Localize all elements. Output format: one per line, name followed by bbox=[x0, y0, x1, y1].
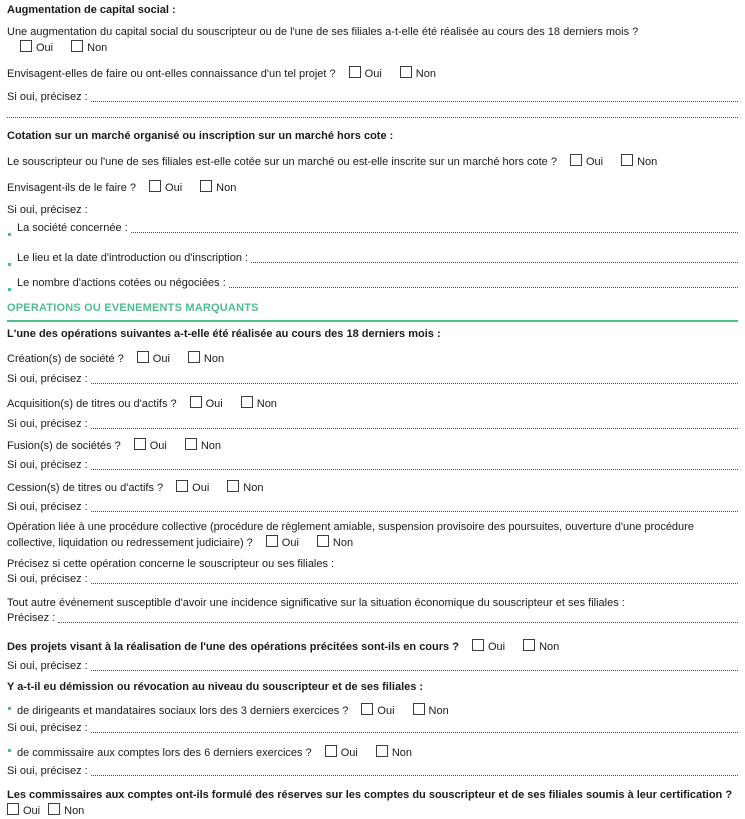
dotted-line bbox=[91, 774, 738, 776]
non-label: Non bbox=[200, 440, 222, 452]
non-checkbox[interactable] bbox=[413, 703, 425, 715]
oui-label: Oui bbox=[340, 747, 358, 759]
non-checkbox[interactable] bbox=[185, 438, 197, 450]
fill-in-si-oui-precisez bbox=[7, 417, 738, 432]
dotted-line bbox=[91, 382, 738, 384]
non-label: Non bbox=[539, 641, 560, 653]
section-title-cotation: Cotation sur un marché organisé ou inscription sur un marché hors cote : bbox=[7, 130, 394, 142]
fill-in-si-oui-precisez bbox=[7, 572, 738, 587]
non-checkbox[interactable] bbox=[71, 40, 83, 52]
question-procedure-collective bbox=[7, 520, 738, 551]
dotted-line bbox=[91, 669, 738, 671]
dotted-line bbox=[229, 286, 738, 288]
fill-in-label: Si oui, précisez : bbox=[7, 722, 88, 734]
question-cotee-marche bbox=[7, 154, 738, 170]
question-text: de commissaire aux comptes lors des 6 derniers exercices ? bbox=[17, 747, 312, 759]
fill-in-label: Le lieu et la date d'introduction ou d'inscription : bbox=[17, 252, 249, 264]
oui-checkbox[interactable] bbox=[570, 154, 582, 166]
oui-label: Oui bbox=[364, 68, 382, 80]
non-checkbox[interactable] bbox=[241, 396, 253, 408]
oui-label: Oui bbox=[281, 537, 299, 549]
question-fusion bbox=[7, 438, 738, 454]
bullet-icon bbox=[8, 749, 11, 752]
oui-non-choice bbox=[570, 156, 657, 168]
oui-label: Oui bbox=[149, 440, 167, 452]
question-envisagent-projet bbox=[7, 66, 738, 82]
oui-non-choice bbox=[325, 747, 412, 759]
non-label: Non bbox=[216, 182, 237, 194]
dotted-line bbox=[251, 261, 738, 263]
fill-in-label: Si oui, précisez : bbox=[7, 660, 88, 672]
oui-non-choice bbox=[137, 353, 224, 365]
question-dirigeants bbox=[7, 703, 738, 719]
bullet-icon bbox=[8, 233, 11, 236]
oui-non-choice bbox=[361, 705, 448, 717]
section-header-operations: OPERATIONS OU EVENEMENTS MARQUANTS bbox=[7, 302, 259, 314]
label-autre-evenement: Tout autre événement susceptible d'avoir une incidence significative sur la situation économique du souscripteur et ses filiales : bbox=[7, 597, 625, 609]
fill-in-societe-concernee bbox=[7, 221, 738, 236]
dotted-line bbox=[91, 100, 738, 102]
question-text: Création(s) de société ? bbox=[7, 353, 124, 365]
non-label: Non bbox=[428, 705, 449, 717]
oui-checkbox[interactable] bbox=[349, 66, 361, 78]
oui-label: Oui bbox=[192, 482, 210, 494]
non-checkbox[interactable] bbox=[227, 480, 239, 492]
oui-checkbox[interactable] bbox=[472, 639, 484, 651]
non-checkbox[interactable] bbox=[400, 66, 412, 78]
dotted-line bbox=[91, 582, 738, 584]
oui-label: Oui bbox=[165, 182, 183, 194]
oui-non-choice bbox=[266, 537, 353, 549]
intro-operations: L'une des opérations suivantes a-t-elle été réalisée au cours des 18 derniers mois : bbox=[7, 328, 441, 340]
fill-in-precisez bbox=[7, 611, 738, 626]
question-text: Des projets visant à la réalisation de l'une des opérations précitées sont-ils en cours ? bbox=[7, 641, 459, 653]
oui-label: Oui bbox=[585, 156, 604, 168]
oui-label: Oui bbox=[152, 353, 170, 365]
fill-in-label: Si oui, précisez : bbox=[7, 765, 88, 777]
fill-in-label: Si oui, précisez : bbox=[7, 373, 88, 385]
green-divider bbox=[7, 320, 738, 322]
dotted-line bbox=[91, 731, 738, 733]
oui-label: Oui bbox=[36, 42, 54, 54]
oui-non-choice bbox=[134, 440, 221, 452]
oui-checkbox[interactable] bbox=[266, 535, 278, 547]
fill-in-si-oui-precisez bbox=[7, 90, 738, 105]
fill-in-label: La société concernée : bbox=[17, 222, 128, 234]
non-checkbox[interactable] bbox=[317, 535, 329, 547]
oui-checkbox[interactable] bbox=[20, 40, 32, 52]
question-text: Envisagent-elles de faire ou ont-elles connaissance d'un tel projet ? bbox=[7, 68, 336, 80]
fill-in-label: Si oui, précisez : bbox=[7, 501, 88, 513]
question-text: Cession(s) de titres ou d'actifs ? bbox=[7, 482, 164, 494]
fill-in-si-oui-precisez bbox=[7, 764, 738, 779]
non-label: Non bbox=[243, 482, 264, 494]
question-text: Fusion(s) de sociétés ? bbox=[7, 440, 121, 452]
fill-in-label: Le nombre d'actions cotées ou négociées : bbox=[17, 277, 226, 289]
fill-in-nombre-actions bbox=[7, 276, 738, 291]
oui-non-choice bbox=[20, 42, 107, 54]
oui-label: Oui bbox=[205, 398, 223, 410]
non-label: Non bbox=[332, 537, 354, 549]
fill-in-si-oui-precisez bbox=[7, 721, 738, 736]
section-title-demission: Y a-t-il eu démission ou révocation au niveau du souscripteur et de ses filiales : bbox=[7, 681, 424, 693]
dotted-line bbox=[91, 427, 738, 429]
fill-in-continuation bbox=[7, 109, 738, 121]
question-text: Le souscripteur ou l'une de ses filiales est-elle cotée sur un marché ou est-elle inscrite sur un marché hors cote ? bbox=[7, 156, 557, 168]
fill-in-lieu-date bbox=[7, 251, 738, 266]
question-envisagent-faire bbox=[7, 180, 738, 196]
oui-checkbox[interactable] bbox=[149, 180, 161, 192]
label-si-oui-precisez: Si oui, précisez : bbox=[7, 204, 88, 216]
fill-in-label: Si oui, précisez : bbox=[7, 573, 88, 585]
oui-non-choice bbox=[176, 482, 263, 494]
dotted-line bbox=[131, 231, 738, 233]
bullet-icon bbox=[8, 288, 11, 291]
question-acquisition bbox=[7, 396, 738, 412]
question-cession bbox=[7, 480, 738, 496]
non-checkbox[interactable] bbox=[376, 745, 388, 757]
oui-checkbox[interactable] bbox=[134, 438, 146, 450]
oui-non-choice bbox=[149, 182, 236, 194]
oui-checkbox[interactable] bbox=[325, 745, 337, 757]
question-projets-en-cours bbox=[7, 639, 738, 655]
dotted-line bbox=[7, 116, 738, 118]
non-label: Non bbox=[64, 805, 85, 817]
question-text: Envisagent-ils de le faire ? bbox=[7, 182, 137, 194]
non-label: Non bbox=[256, 398, 277, 410]
fill-in-si-oui-precisez bbox=[7, 458, 738, 473]
question-creation bbox=[7, 351, 738, 367]
question-commissaire bbox=[7, 745, 738, 761]
oui-checkbox[interactable] bbox=[137, 351, 149, 363]
section-title-capital: Augmentation de capital social : bbox=[7, 4, 176, 16]
non-checkbox[interactable] bbox=[48, 803, 60, 815]
oui-non-choice bbox=[7, 805, 84, 817]
oui-non-choice bbox=[190, 398, 277, 410]
question-text: Une augmentation du capital social du souscripteur ou de l'une de ses filiales a-t-elle été réalisée au cours des 18 derniers mois ? bbox=[7, 26, 639, 38]
bullet-icon bbox=[8, 707, 11, 710]
oui-label: Oui bbox=[23, 805, 41, 817]
oui-checkbox[interactable] bbox=[176, 480, 188, 492]
oui-checkbox[interactable] bbox=[361, 703, 373, 715]
question-reserves-answers bbox=[7, 803, 738, 819]
fill-in-si-oui-precisez bbox=[7, 500, 738, 515]
question-reserves: Les commissaires aux comptes ont-ils formulé des réserves sur les comptes du souscripteur et de ses filiales soumis à leur certification ? bbox=[7, 789, 733, 801]
fill-in-si-oui-precisez bbox=[7, 659, 738, 674]
fill-in-label: Si oui, précisez : bbox=[7, 91, 88, 103]
fill-in-label: Précisez : bbox=[7, 612, 56, 624]
oui-checkbox[interactable] bbox=[190, 396, 202, 408]
oui-label: Oui bbox=[487, 641, 506, 653]
question-text: Opération liée à une procédure collective (procédure de règlement amiable, suspension provisoire des poursuites, ouverture d'une procédure collective, liquidation ou redressement judiciaire) ? bbox=[7, 521, 694, 549]
non-checkbox[interactable] bbox=[188, 351, 200, 363]
non-label: Non bbox=[391, 747, 412, 759]
oui-non-choice bbox=[349, 68, 436, 80]
fill-in-label: Si oui, précisez : bbox=[7, 459, 88, 471]
oui-checkbox[interactable] bbox=[7, 803, 19, 815]
non-label: Non bbox=[203, 353, 225, 365]
non-checkbox[interactable] bbox=[621, 154, 633, 166]
non-checkbox[interactable] bbox=[200, 180, 212, 192]
non-label: Non bbox=[637, 156, 658, 168]
question-text: de dirigeants et mandataires sociaux lors des 3 derniers exercices ? bbox=[17, 705, 349, 717]
oui-label: Oui bbox=[377, 705, 395, 717]
bullet-icon bbox=[8, 263, 11, 266]
oui-non-choice bbox=[472, 641, 559, 653]
question-text: Acquisition(s) de titres ou d'actifs ? bbox=[7, 398, 177, 410]
fill-in-si-oui-precisez bbox=[7, 372, 738, 387]
non-label: Non bbox=[415, 68, 436, 80]
non-checkbox[interactable] bbox=[523, 639, 535, 651]
fill-in-label: Si oui, précisez : bbox=[7, 418, 88, 430]
non-label: Non bbox=[87, 42, 108, 54]
dotted-line bbox=[91, 510, 738, 512]
dotted-line bbox=[91, 468, 738, 470]
label-precisez-concerne: Précisez si cette opération concerne le souscripteur ou ses filiales : bbox=[7, 558, 335, 570]
dotted-line bbox=[58, 621, 738, 623]
question-augmentation-realisee bbox=[7, 25, 738, 56]
